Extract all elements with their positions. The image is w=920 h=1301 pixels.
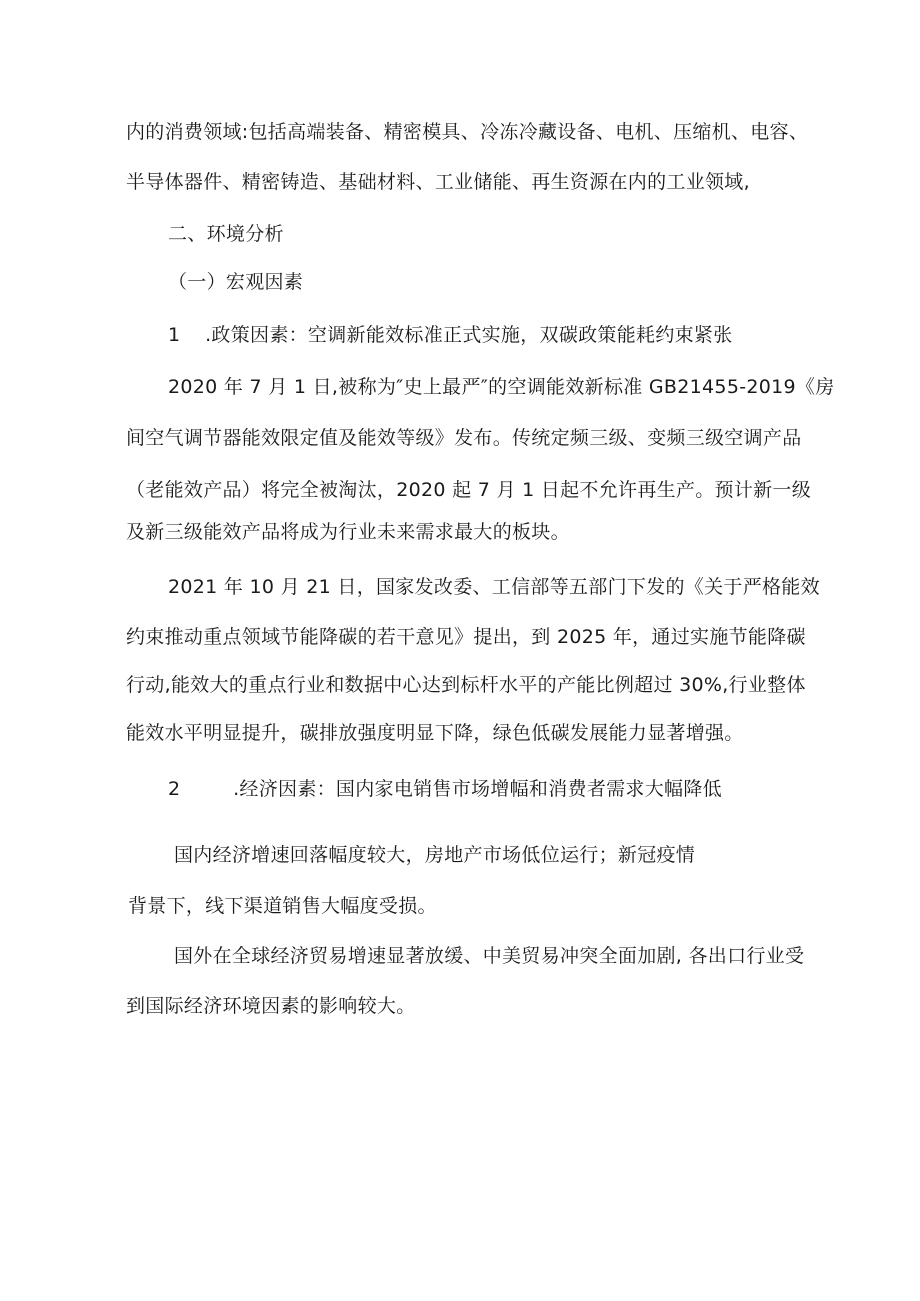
item-heading-economy bbox=[168, 776, 722, 802]
item-number: 2 bbox=[168, 778, 181, 800]
paragraph-line: 国内经济增速回落幅度较大，房地产市场低位运行；新冠疫情 bbox=[174, 844, 696, 866]
paragraph-line: 约束推动重点领域节能降碳的若干意见》提出，到 2025 年，通过实施节能降碳 bbox=[126, 626, 806, 648]
section-heading: 二、环境分析 bbox=[168, 223, 284, 245]
paragraph-line: 间空气调节器能效限定值及能效等级》发布。传统定频三级、变频三级空调产品 bbox=[126, 427, 802, 449]
paragraph-line: 国外在全球经济贸易增速显著放缓、中美贸易冲突全面加剧, 各出口行业受 bbox=[174, 945, 805, 967]
item-number: 1 bbox=[168, 324, 181, 346]
paragraph-line: 到国际经济环境因素的影响较大。 bbox=[126, 995, 416, 1017]
paragraph-line: 背景下，线下渠道销售大幅度受损。 bbox=[128, 895, 437, 917]
paragraph-line: （老能效产品）将完全被淘汰，2020 起 7 月 1 日起不允许再生产。预计新一级 bbox=[126, 479, 812, 501]
item-title: .政策因素：空调新能效标准正式实施，双碳政策能耗约束紧张 bbox=[205, 324, 733, 346]
paragraph-line: 及新三级能效产品将成为行业未来需求最大的板块。 bbox=[126, 521, 570, 543]
paragraph-line: 内的消费领域:包括高端装备、精密模具、冷冻冷藏设备、电机、压缩机、电容、 bbox=[126, 121, 809, 143]
paragraph-line: 能效水平明显提升，碳排放强度明显下降，绿色低碳发展能力显著增强。 bbox=[126, 722, 744, 744]
subsection-heading: （一）宏观因素 bbox=[168, 271, 304, 293]
item-heading-policy bbox=[168, 322, 733, 348]
paragraph-line: 半导体器件、精密铸造、基础材料、工业储能、再生资源在内的工业领域, bbox=[126, 171, 750, 193]
item-title: .经济因素：国内家电销售市场增幅和消费者需求大幅降低 bbox=[233, 778, 722, 800]
paragraph-line: 2020 年 7 月 1 日,被称为″史上最严″的空调能效新标准 GB21455-2019《房 bbox=[168, 376, 835, 398]
paragraph-line: 2021 年 10 月 21 日，国家发改委、工信部等五部门下发的《关于严格能效 bbox=[168, 576, 820, 598]
paragraph-line: 行动,能效大的重点行业和数据中心达到标杆水平的产能比例超过 30%,行业整体 bbox=[126, 674, 806, 696]
